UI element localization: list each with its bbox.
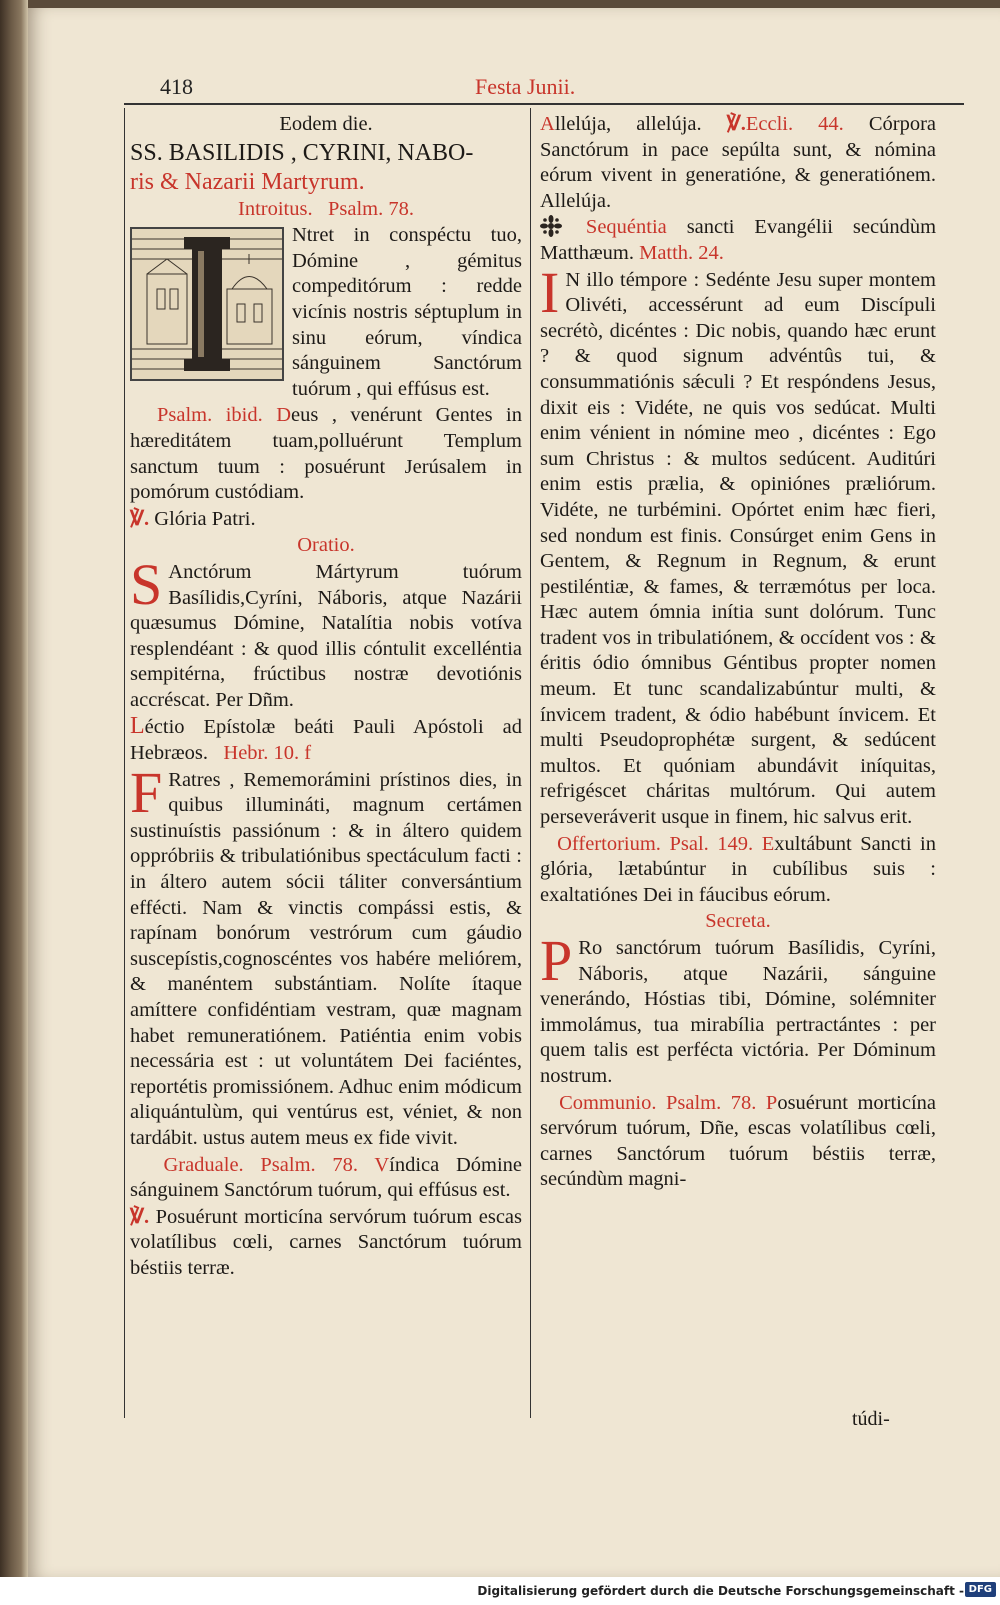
column-divider xyxy=(530,108,531,1418)
right-column xyxy=(540,112,936,1194)
introitus-paragraph xyxy=(130,223,522,402)
eodem-die: Eodem die. xyxy=(279,113,373,135)
graduale-text: índica Dómine sánguinem Sanctórum tuórum, qui effúsus est. xyxy=(130,1153,522,1202)
oratio-paragraph xyxy=(130,551,522,714)
sequentia-label: Sequéntia xyxy=(585,216,667,239)
floral-ornament-icon xyxy=(540,215,562,237)
alleluia-initial: A xyxy=(540,113,555,135)
epistle-paragraph xyxy=(130,759,522,1152)
sequentia-ref: Matth. 24. xyxy=(639,241,724,264)
introitus-text: Ntret in conspéctu tuo, Dómine , gémitus compeditórum : redde vicínis nostris séptuplum in sinu eórum, víndica sánguinem Sanctórum tuórum , qui effúsus est. xyxy=(292,224,522,400)
introitus-ref: Psalm. 78. xyxy=(327,197,414,220)
versicle-sign: ℣. xyxy=(130,507,150,530)
graduale-versicle-text: Posuérunt morticína servórum tuórum escas volatílibus cœli, carnes Sanctórum tuórum béstiis terræ. xyxy=(130,1205,523,1279)
secreta-initial: P xyxy=(540,928,573,993)
gospel-text: N illo témpore : Sedénte Jesu super montem Olivéti, accessérunt ad eum Discípuli secrétò, dicéntes : Dic nobis, quando hæc erunt ? & quod signum advéntûs tui, & consummatiónis sǽculi ? Et respóndens Jesus, dixit eis : Vidéte, ne quis vos sedúcat. Multi enim vénient in nómine meo , dicéntes : Ego sum Christus : & multos sedúcent. Auditúri enim estis prælia, & opiniónes præliórum. Vidéte, ne turbémini. Opórtet enim hæc fieri, sed nondum est finis. Consúrget enim Gens in Gentem, & Regnum in Regnum, & erunt pestiléntiæ, & fames, & terræmótus per loca. Hæc autem ómnia inítia sunt dolórum. Tunc tradent vos in tribulatiónem, & occídent vos : & éritis ódio ómnibus Géntibus propter nomen meum. Et tunc scandalizabúntur multi, & ínvicem tradent, & ódio habébunt ínvicem. Et multi Pseudoprophétæ surgent, & sedúcent multos. Et quóniam abundávit iníquitas, refrigéscet cháritas multórum. Qui autem perseveráverit usque in finem, hic salvus erit. xyxy=(540,268,936,829)
catchword: túdi- xyxy=(852,1408,890,1430)
footer-bar xyxy=(0,1577,1000,1605)
offertorium-paragraph xyxy=(540,832,936,909)
psalm-paragraph xyxy=(130,403,522,505)
alleluia-text: llelúja, allelúja. xyxy=(554,113,702,135)
communio-label: Communio. Psalm. 78. xyxy=(559,1091,757,1114)
gospel-initial: I xyxy=(540,259,560,325)
alleluia-paragraph xyxy=(540,112,936,214)
introitus-heading xyxy=(130,197,522,223)
lectio-paragraph xyxy=(130,714,522,766)
left-rule xyxy=(124,108,125,1418)
header-rule xyxy=(124,103,964,105)
offertorium-text: xultábunt Sancti in glória, lætabúntur in cubílibus suis : exaltatiónes Dei in fáucibus eórum. xyxy=(540,832,937,906)
communio-initial: P xyxy=(765,1091,778,1114)
psalm-text: eus , venérunt Gentes in hæreditátem tuam,polluérunt Templum sanctum tuum : posuérunt Jerúsalem in pomórum custódiam. xyxy=(130,404,522,504)
secreta-heading: Secreta. xyxy=(705,910,771,933)
epistle-initial: F xyxy=(130,759,163,825)
feast-title-line-2: ris & Nazarii Martyrum. xyxy=(130,168,365,195)
footer-credit: Digitalisierung gefördert durch die Deutsche Forschungsgemeinschaft - xyxy=(477,1584,964,1598)
gospel-paragraph xyxy=(540,259,936,831)
epistle-text: Ratres , Rememorámini prístinos dies, in quibus illumináti, magnum certámen sustinuístis passiónum : & in áltero quidem oppróbriis & tribulatiónibus spectáculum facti : in áltero autem sócii táliter conversántium effécti. Nam & vinctis compássi estis, & rapínam bonórum vestrórum cum gáudio suscepístis,cognoscéntes vos habére meliórem, & manéntem substántiam. Nolíte ítaque amíttere confidéntiam vestram, quæ magnam habet remuneratiónem. Patiéntia enim vobis necessária est : ut voluntátem Dei faciéntes, reportétis promissiónem. Adhuc enim módicum aliquántulùm, qui ventúrus est, véniet, & non tardábit. ustus autem meus ex fide vivit. xyxy=(130,768,522,1149)
lectio-initial: L xyxy=(130,713,145,740)
page-number: 418 xyxy=(160,74,193,99)
gloria-text: Glória Patri. xyxy=(154,507,256,530)
alleluia-versicle-sign: ℣. xyxy=(726,113,746,135)
lectio-ref: Hebr. 10. f xyxy=(223,742,312,765)
initial-I-woodcut-icon xyxy=(130,227,284,381)
gloria-line xyxy=(130,507,522,533)
book-edge xyxy=(0,0,28,1580)
graduale-versicle xyxy=(130,1205,522,1282)
left-column xyxy=(130,112,522,1283)
dfg-logo: DFG xyxy=(965,1582,996,1597)
running-title: Festa Junii. xyxy=(475,74,576,99)
communio-text: osuérunt morticína servórum tuórum, Dñe, escas volatílibus cœli, carnes Sanctórum tuórum béstiis terræ, secúndùm magni- xyxy=(540,1091,936,1191)
secreta-paragraph xyxy=(540,928,936,1090)
alleluia-body: Córpora Sanctórum in pace sepúlta sunt, & nómina eórum vivent in generatióne, & generatiónem. Allelúja. xyxy=(540,113,937,212)
graduale-initial: V xyxy=(374,1153,390,1176)
secreta-text: Ro sanctórum tuórum Basílidis, Cyríni, Náboris, atque Nazárii, sánguine venerándo, Hóstias tibi, Dómine, solémniter immolámus, tua mirabília pertractántes : per quem talis est perfécta victória. Per Dóminum nostrum. xyxy=(540,937,936,1087)
introitus-label: Introitus. xyxy=(238,197,313,220)
psalm-initial: D xyxy=(276,404,292,427)
feast-title-line-1: SS. BASILIDIS , CYRINI, NABO- xyxy=(130,139,474,166)
psalm-label: Psalm. ibid. xyxy=(156,404,263,427)
communio-paragraph xyxy=(540,1091,936,1193)
graduale-versicle-sign: ℣. xyxy=(130,1205,150,1228)
sequentia-paragraph xyxy=(540,215,936,266)
alleluia-ref: Eccli. 44. xyxy=(745,113,844,135)
oratio-heading: Oratio. xyxy=(297,534,355,557)
graduale-label: Graduale. Psalm. 78. xyxy=(163,1153,358,1176)
sequentia-text: sancti Evangélii secúndùm Matthæum. xyxy=(540,216,937,264)
offertorium-initial: E xyxy=(761,832,775,855)
oratio-initial: S xyxy=(130,551,163,617)
oratio-text: Anctórum Mártyrum tuórum Basílidis,Cyríni, Náboris, atque Nazárii quæsumus Dómine, Natalítia nobis votíva resplendéant : & quod illis cóntulit excelléntia sempitérna, frúctibus nostræ devotiónis accréscat. Per Dñm. xyxy=(130,560,522,711)
offertorium-label: Offertorium. Psal. 149. xyxy=(557,832,754,855)
graduale-paragraph xyxy=(130,1153,522,1204)
lectio-text: éctio Epístolæ beáti Pauli Apóstoli ad Hebræos. xyxy=(130,716,522,765)
